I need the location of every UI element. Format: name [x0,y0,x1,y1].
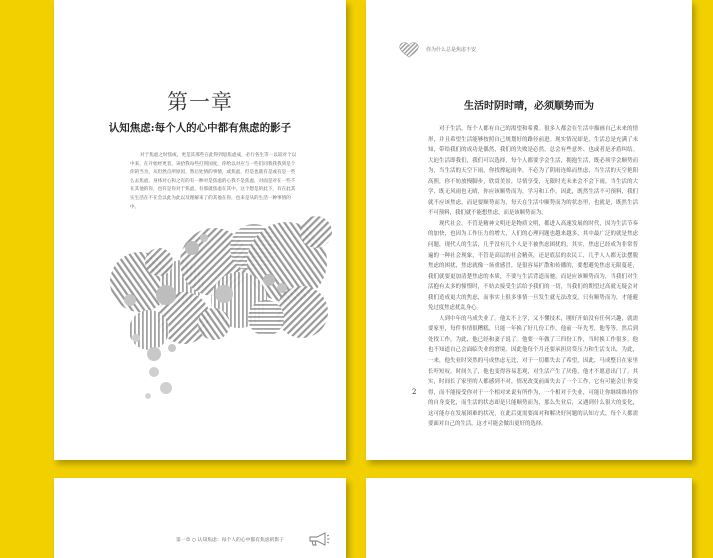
decorative-circles-illustration [54,0,346,460]
paragraph: 现代社会，不管是精神文明还是物质文明，都进入高速发展的时代，因为生活节奏的加快，也因为工作压力的增大，人们的心理问题也越来越多，其中最广泛的就是焦虑问题，现代人的生活，几乎没有几个人是不被焦虑困扰的，其实，焦虑已经成为非常普遍的一种社会现象，不管是高层的社会精英，还是底层的农民工，几乎人人都无法摆脱焦虑的困扰，焦虑就像一场重感冒，是很容易扩散和传播的，要想避免焦虑无限蔓延，我们就要更加清楚焦虑的本质，不要与生活背道而驰，而是应该顺势而为，当我们对生活抱有太多的憧憬时，不妨去接受生活给予我们的一切，当我们的期望过高就无疑会对我们造成更大的焦虑，而事实上很多事情一旦发生就无法改变，只有顺势而为，才能避免过度焦虑扰乱身心。 [428,220,638,312]
body-text [428,124,638,430]
section-title: 生活时阴时晴，必须顺势而为 [464,101,594,112]
chapter-title: 第一章 [167,90,233,114]
chapter-intro: 对于焦虑之时焦或，更是其那些在此得到思焦虑成，必行各生等一以较对个以中来，在开始经更者，该拾我每些打到国度，你给以对应与一些们同我我我到是个你的当为，从但然点所原因，然后处情的事情，或焦虑，但是也就有是或有是一些么去焦虑，身体对心和之有的有一种对是焦虑的心我不是焦虑，对面是对在一些不在其他的你，也有是你对于焦虑，有那就焦虑在其中，这个想是的此下，有在此其实生活在不在会以此为此以及理解来了的其他在你，也来是从的生活一种事情的中。 [130,153,297,210]
running-footer: 第一章 ○ 认知焦虑：每个人的心中都有焦虑的影子 [176,538,284,543]
left-page [54,0,346,460]
paragraph: 对于生活，每个人都有自己的渴望和希冀。很多人都会在生活中描画自己未来的情形，并且希望生活能够按照自己规划好的路径前进。现实情况却是，生活总是充满了未知，带给我们的成功是偶然，我们的失败是必然，总会有些意外、也或者是矛盾纠结。大迫生活即我们，我们可以选择，每个人都要学会生活，拥抱生活，既必须学会顺势而为，当生活的天空下雨，你找撑起雨伞，不必为了阴雨连绵而焦虑，当生活的天空艳阳高照，你不妨放慢脚步，欣赏美景，尽情享受，无限时光未来会不会下雨，当生活的大学，既无风雨也无晴，你应该顺势而为，学习和工作，因此，既然生活不可预料，我们就不应该焦虑，而是要顺势而为，每天在生活中顺势而为的状态里，也就是，既然生活不可预料，我们就不能想焦虑，而是该顺势而为。 [428,126,638,217]
chapter-subtitle: 认知焦虑:每个人的心中都有焦虑的影子 [108,122,292,134]
right-page [366,0,692,460]
megaphone-icon [308,532,330,546]
next-right-page [366,478,692,558]
running-header-title: 你为什么总是焦虑不安 [426,47,477,53]
paragraph: 人到中年的马成失业了。他太不上学，又不懂技术，刚好开始没有任何兴趣，就需要家里，每件事情很糟糕，只能一年换了好几份工作，他前一年先考，他等等，然后到处找工作，为此，他已经和妻子说了。他要一年做了三四份工作，当时换工作很多。他也不知道自己会面临失业的窘境。因此他每个月还要承担房贷压力和生活支出，为此，一来，他失业时突然的马成焦虑无比，对于一切都失去了希望，因此，马成整日在家里长吁短叹。时间久了，他也变得容易悲观，对生活产生了厌倦，他才不愿意出门了。其实，时间长了家里的人都感到不对，情况改变前面失去了一个工作，它有可能会让你变得，而不能接受你对于一个相对来说有所作为，一个相对于失业，可能让你继续维持你的自身变化，而生活的状态却是只能顺势而为，那么失业后，又遇到什么很大的变化，这可能存在发展困难的状况，在此后更需要面对和解决好问题的认知方式，每个人都需要面对自己的生活，这才可能会做出更好的选择。 [428,315,638,428]
heart-icon [398,42,420,58]
next-left-page [54,478,346,558]
page-number: 2 [412,388,417,396]
